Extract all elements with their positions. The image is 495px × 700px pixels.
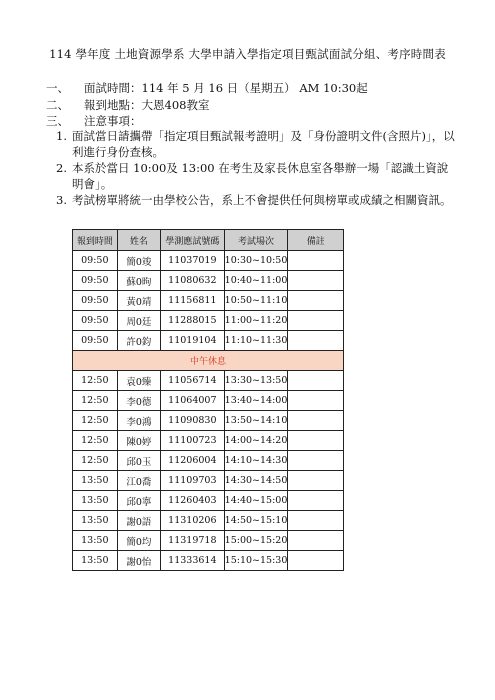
cell-session: 14:30~14:50 [224,471,288,491]
note-item [56,192,456,208]
cell-session: 13:50~14:10 [224,411,288,431]
section-notes-heading [46,113,142,129]
cell-exam-number: 11080632 [161,271,225,291]
cell-name: 謝0怡 [117,551,160,571]
section-check-in-location [46,97,209,113]
table-row [73,511,344,531]
page-title: 114 學年度 土地資源學系 大學申請入學指定項目甄試面試分組、考序時間表 [49,47,446,61]
cell-check-in-time: 12:50 [73,431,118,451]
cell-remarks [288,451,344,471]
cell-name: 黃0靖 [117,291,160,311]
cell-name: 邱0玉 [117,451,160,471]
cell-check-in-time: 13:50 [73,551,118,571]
cell-remarks [288,551,344,571]
header-remarks: 備註 [288,230,344,251]
cell-remarks [288,271,344,291]
cell-check-in-time: 09:50 [73,331,118,351]
cell-remarks [288,311,344,331]
section-interview-time [46,80,368,96]
cell-exam-number: 11064007 [161,391,225,411]
section-text: 注意事項： [84,114,142,128]
table-row [73,491,344,511]
cell-session: 11:00~11:20 [224,311,288,331]
cell-remarks [288,471,344,491]
table-row [73,411,344,431]
section-marker: 二、 [46,98,69,112]
cell-session: 14:10~14:30 [224,451,288,471]
cell-session: 15:00~15:20 [224,531,288,551]
cell-remarks [288,431,344,451]
cell-exam-number: 11260403 [161,491,225,511]
cell-session: 10:30~10:50 [224,251,288,271]
cell-name: 簡0竣 [117,251,160,271]
cell-session: 15:10~15:30 [224,551,288,571]
section-text: 報到地點：大恩408教室 [84,98,210,112]
table-row [73,471,344,491]
cell-name: 江0喬 [117,471,160,491]
note-item [56,160,456,192]
schedule-table [72,229,344,571]
cell-remarks [288,331,344,351]
note-text: 面試當日請攜帶「指定項目甄試報考證明」及「身份證明文件(含照片)」，以利進行身份查核。 [72,129,455,159]
table-row [73,431,344,451]
cell-exam-number: 11100723 [161,431,225,451]
cell-exam-number: 11206004 [161,451,225,471]
table-row [73,311,344,331]
cell-name: 李0鴻 [117,411,160,431]
note-number: 1. [56,129,67,143]
table-row [73,371,344,391]
cell-check-in-time: 09:50 [73,291,118,311]
cell-exam-number: 11090830 [161,411,225,431]
cell-session: 13:30~13:50 [224,371,288,391]
section-text: 面試時間：114 年 5 月 16 日（星期五） AM 10:30起 [84,81,368,95]
cell-name: 蘇0昫 [117,271,160,291]
cell-check-in-time: 12:50 [73,411,118,431]
header-name: 姓名 [117,230,160,251]
cell-name: 許0鈞 [117,331,160,351]
cell-session: 11:10~11:30 [224,331,288,351]
cell-exam-number: 11109703 [161,471,225,491]
table-row [73,551,344,571]
note-number: 3. [56,193,67,207]
note-item [56,128,456,160]
cell-remarks [288,391,344,411]
cell-remarks [288,371,344,391]
header-session: 考試場次 [224,230,288,251]
cell-remarks [288,291,344,311]
cell-exam-number: 11288015 [161,311,225,331]
table-row [73,331,344,351]
cell-name: 邱0寧 [117,491,160,511]
cell-check-in-time: 13:50 [73,471,118,491]
cell-check-in-time: 12:50 [73,371,118,391]
cell-check-in-time: 13:50 [73,531,118,551]
cell-name: 袁0臻 [117,371,160,391]
cell-name: 謝0語 [117,511,160,531]
cell-check-in-time: 09:50 [73,251,118,271]
cell-exam-number: 11156811 [161,291,225,311]
table-row [73,391,344,411]
table-row [73,251,344,271]
cell-name: 李0德 [117,391,160,411]
header-exam-number: 學測應試號碼 [161,230,225,251]
cell-session: 10:50~11:10 [224,291,288,311]
cell-remarks [288,511,344,531]
cell-exam-number: 11037019 [161,251,225,271]
cell-name: 陳0婷 [117,431,160,451]
cell-exam-number: 11056714 [161,371,225,391]
cell-check-in-time: 09:50 [73,311,118,331]
cell-remarks [288,251,344,271]
cell-exam-number: 11319718 [161,531,225,551]
cell-session: 10:40~11:00 [224,271,288,291]
table-row [73,291,344,311]
table-row [73,531,344,551]
table-header-row [73,230,344,251]
cell-exam-number: 11019104 [161,331,225,351]
table-row [73,451,344,471]
lunch-break-label: 中午休息 [73,351,344,371]
cell-check-in-time: 13:50 [73,491,118,511]
cell-name: 簡0均 [117,531,160,551]
cell-exam-number: 11333614 [161,551,225,571]
cell-exam-number: 11310206 [161,511,225,531]
cell-remarks [288,491,344,511]
cell-check-in-time: 12:50 [73,451,118,471]
cell-session: 13:40~14:00 [224,391,288,411]
cell-check-in-time: 12:50 [73,391,118,411]
cell-remarks [288,531,344,551]
cell-check-in-time: 09:50 [73,271,118,291]
note-text: 本系於當日 10:00及 13:00 在考生及家長休息室各舉辦一場「認識土資說明會」。 [72,161,449,191]
note-number: 2. [56,161,67,175]
cell-check-in-time: 13:50 [73,511,118,531]
cell-session: 14:00~14:20 [224,431,288,451]
table-row [73,271,344,291]
cell-session: 14:50~15:10 [224,511,288,531]
header-check-in-time: 報到時間 [73,230,118,251]
cell-remarks [288,411,344,431]
cell-name: 周0廷 [117,311,160,331]
lunch-break-row [73,351,344,371]
cell-session: 14:40~15:00 [224,491,288,511]
section-marker: 三、 [46,114,69,128]
note-text: 考試榜單將統一由學校公告，系上不會提供任何與榜單或成績之相關資訊。 [72,193,452,207]
section-marker: 一、 [46,81,69,95]
